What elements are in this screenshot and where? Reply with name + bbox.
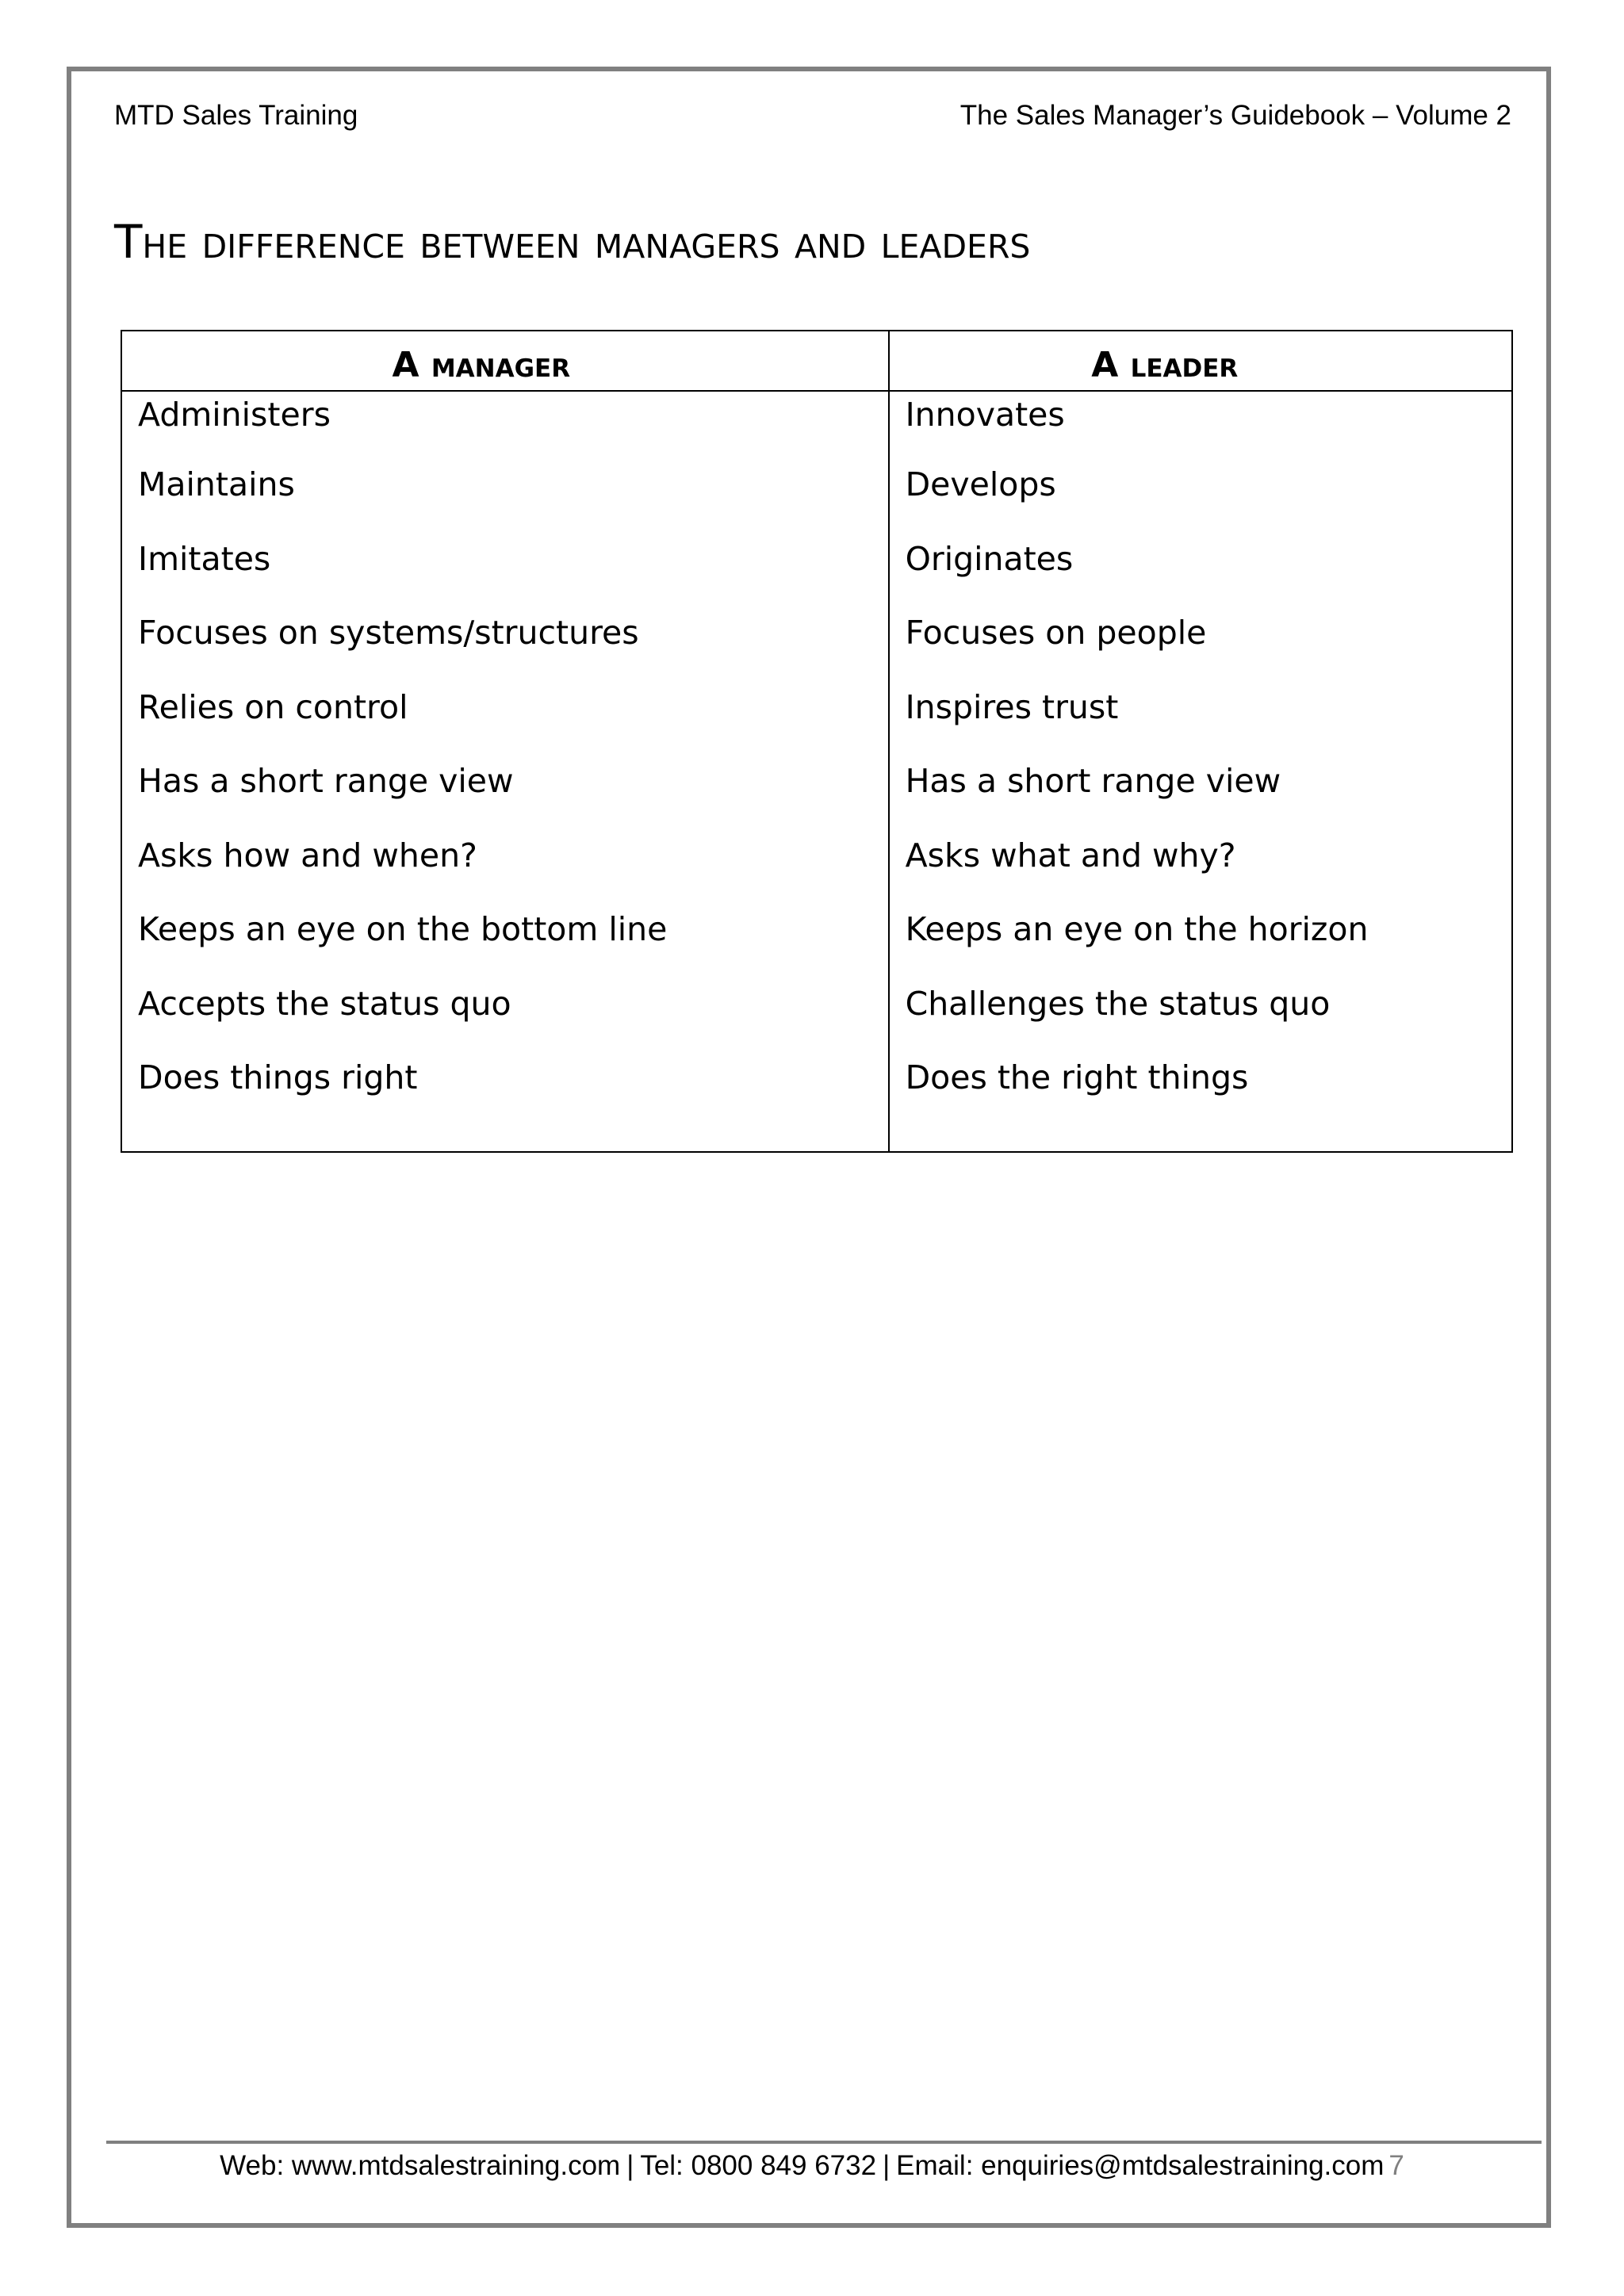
manager-trait: Keeps an eye on the bottom line [121,911,889,985]
leader-trait: Focuses on people [889,614,1512,689]
table-row [121,763,1512,837]
leader-trait: Has a short range view [889,763,1512,837]
manager-trait: Asks how and when? [121,837,889,912]
manager-trait: Has a short range view [121,763,889,837]
footer-contact [0,2150,1624,2182]
table-row [121,985,1512,1060]
footer-web: Web: www.mtdsalestraining.com [220,2150,621,2181]
table-row [121,911,1512,985]
column-header-leader: A leader [889,331,1512,391]
leader-trait: Does the right things [889,1059,1512,1152]
table-row [121,614,1512,689]
table-row [121,837,1512,912]
page-number: 7 [1388,2150,1404,2181]
header-company: MTD Sales Training [114,100,358,131]
manager-trait: Focuses on systems/structures [121,614,889,689]
leader-trait: Keeps an eye on the horizon [889,911,1512,985]
leader-trait: Develops [889,466,1512,541]
manager-trait: Maintains [121,466,889,541]
page-title: The difference between managers and leaders [114,215,1031,269]
manager-trait: Accepts the status quo [121,985,889,1060]
leader-trait: Asks what and why? [889,837,1512,912]
footer-divider [106,2141,1542,2144]
comparison-table [121,330,1513,1153]
manager-trait: Does things right [121,1059,889,1152]
table-row [121,391,1512,466]
table-header-row [121,331,1512,391]
column-header-manager: A manager [121,331,889,391]
manager-trait: Administers [121,391,889,466]
leader-trait: Challenges the status quo [889,985,1512,1060]
footer-separator: | [883,2150,891,2181]
manager-trait: Relies on control [121,689,889,763]
footer-separator: | [626,2150,634,2181]
footer-email: Email: enquiries@mtdsalestraining.com [896,2150,1385,2181]
footer-tel: Tel: 0800 849 6732 [640,2150,877,2181]
table-row [121,541,1512,615]
table-row [121,689,1512,763]
manager-trait: Imitates [121,541,889,615]
leader-trait: Inspires trust [889,689,1512,763]
table-row [121,466,1512,541]
header-book-title: The Sales Manager’s Guidebook – Volume 2 [959,100,1511,131]
table-row [121,1059,1512,1152]
leader-trait: Originates [889,541,1512,615]
leader-trait: Innovates [889,391,1512,466]
